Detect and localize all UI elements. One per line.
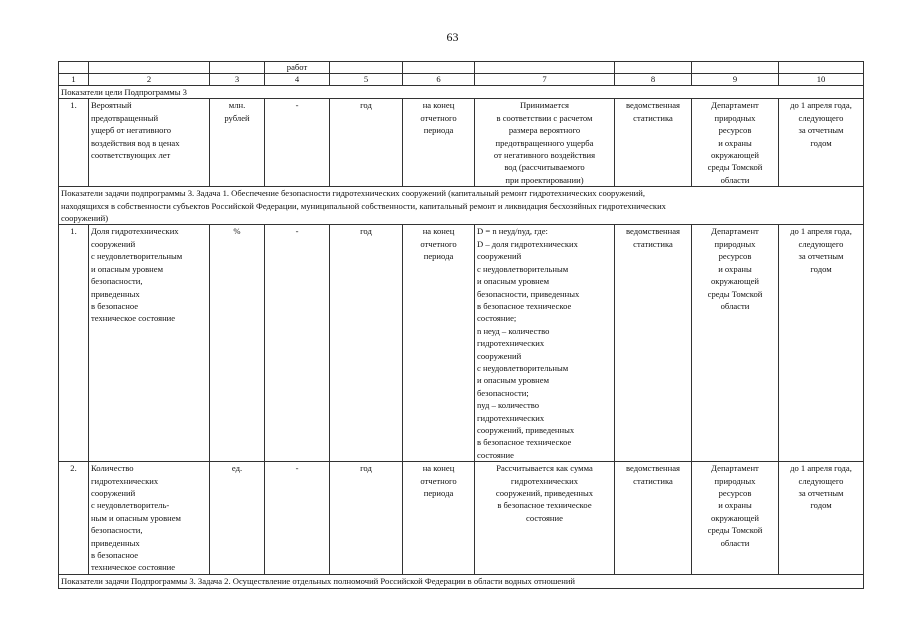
column-number: 10	[779, 74, 864, 86]
responsible: Департамент природных ресурсов и охраны окружающей среды Томской области	[692, 99, 779, 187]
period: год	[330, 225, 403, 462]
column-number: 4	[265, 74, 330, 86]
calculation-method: D = n неуд/nуд, где: D – доля гидротехнических сооружений с неудовлетворительным и опасным уровнем безопасности, приведенных в безопасное техническое состояние; n неуд – количество гидротехнических сооружений с неудовлетворительным и опасным уровнем безопасности; nуд – количество гидротехнических сооружений, приведенных в безопасное техническое состояние	[475, 225, 615, 462]
unit: млн. рублей	[210, 99, 265, 187]
data-source: ведомственная статистика	[615, 462, 692, 575]
deadline: до 1 апреля года, следующего за отчетным годом	[779, 462, 864, 575]
section-task2-row	[59, 575, 864, 588]
responsible: Департамент природных ресурсов и охраны окружающей среды Томской области	[692, 225, 779, 462]
row-number: 1.	[59, 99, 89, 187]
period: год	[330, 462, 403, 575]
section-task1-heading: Показатели задачи подпрограммы 3. Задача 1. Обеспечение безопасности гидротехнических сооружений (капитальный ремонт гидротехнических сооружений, находящихся в собственности субъектов Российской Федерации, муниципальной собственности, капитальный ремонт и ликвидация бесхозяйных гидротехнических сооружений)	[59, 187, 864, 225]
indicator-name: Доля гидротехнических сооружений с неудовлетворительным и опасным уровнем безопасности, приведенных в безопасное техническое состояние	[89, 225, 210, 462]
unit: ед.	[210, 462, 265, 575]
indicator-name: Вероятный предотвращенный ущерб от негативного воздействия вод в ценах соответствующих лет	[89, 99, 210, 187]
calculation-method: Принимается в соответствии с расчетом размера вероятного предотвращенного ущерба от негативного воздействия вод (рассчитываемого при проектировании)	[475, 99, 615, 187]
deadline: до 1 апреля года, следующего за отчетным годом	[779, 225, 864, 462]
table-row	[59, 462, 864, 575]
column-number: 6	[403, 74, 475, 86]
column-number: 3	[210, 74, 265, 86]
time-characteristic: на конец отчетного периода	[403, 225, 475, 462]
table-row	[59, 99, 864, 187]
calculation-method: Рассчитывается как сумма гидротехнических сооружений, приведенных в безопасное техническое состояние	[475, 462, 615, 575]
section-task1-row	[59, 187, 864, 225]
col4-value: -	[265, 462, 330, 575]
period: год	[330, 99, 403, 187]
column-number: 2	[89, 74, 210, 86]
indicator-name: Количество гидротехнических сооружений с неудовлетворитель- ным и опасным уровнем безопасности, приведенных в безопасное техническое состояние	[89, 462, 210, 575]
column-number: 5	[330, 74, 403, 86]
column-number: 7	[475, 74, 615, 86]
page-number: 63	[446, 30, 459, 44]
table-row	[59, 225, 864, 462]
row-number: 2.	[59, 462, 89, 575]
data-source: ведомственная статистика	[615, 225, 692, 462]
col4-value: -	[265, 225, 330, 462]
section-goal-heading: Показатели цели Подпрограммы 3	[59, 86, 864, 99]
indicators-table	[58, 61, 864, 589]
unit: %	[210, 225, 265, 462]
responsible: Департамент природных ресурсов и охраны окружающей среды Томской области	[692, 462, 779, 575]
section-task2-heading: Показатели задачи Подпрограммы 3. Задача 2. Осуществление отдельных полномочий Российской Федерации в области водных отношений	[59, 575, 864, 588]
section-goal-row	[59, 86, 864, 99]
time-characteristic: на конец отчетного периода	[403, 462, 475, 575]
deadline: до 1 апреля года, следующего за отчетным годом	[779, 99, 864, 187]
column-number: 1	[59, 74, 89, 86]
data-source: ведомственная статистика	[615, 99, 692, 187]
column-number: 8	[615, 74, 692, 86]
column-number: 9	[692, 74, 779, 86]
row-number: 1.	[59, 225, 89, 462]
header-fragment-text: работ	[265, 62, 330, 74]
header-fragment-row	[59, 62, 864, 74]
time-characteristic: на конец отчетного периода	[403, 99, 475, 187]
column-number-row	[59, 74, 864, 86]
col4-value: -	[265, 99, 330, 187]
